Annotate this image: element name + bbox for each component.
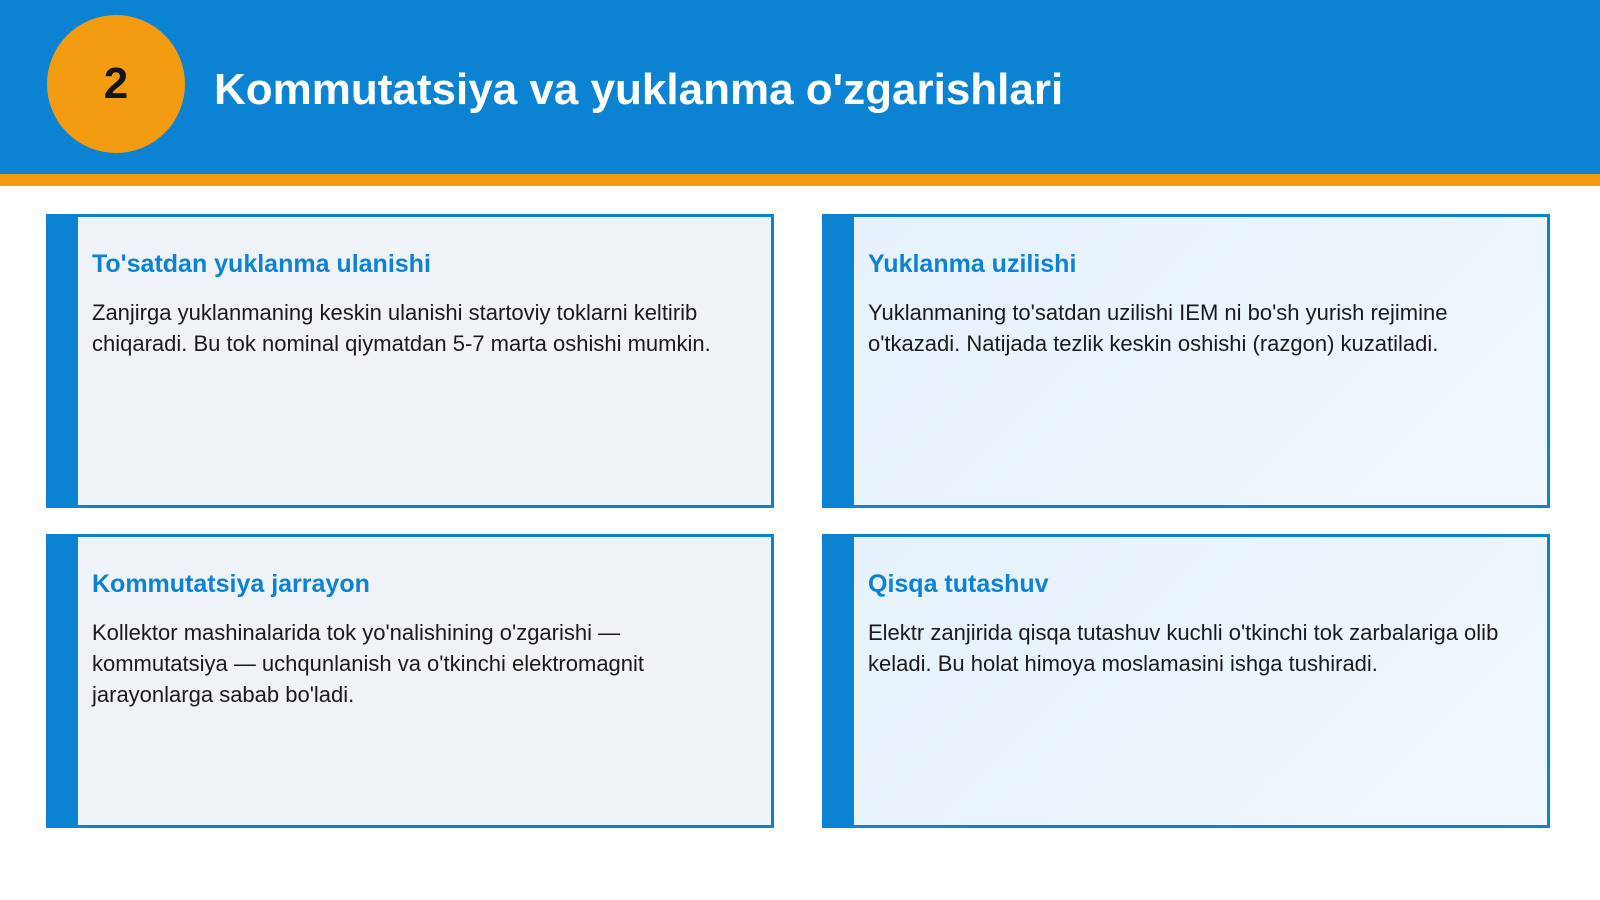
card-title: Qisqa tutashuv [868, 570, 1049, 598]
header-accent-stripe [0, 174, 1600, 186]
card-commutation-process [46, 534, 774, 828]
card-title: To'satdan yuklanma ulanishi [92, 250, 431, 278]
slide-title: Kommutatsiya va yuklanma o'zgarishlari [214, 65, 1064, 114]
card-title: Kommutatsiya jarrayon [92, 570, 370, 598]
card-title: Yuklanma uzilishi [868, 250, 1077, 278]
card-text: Yuklanmaning to'satdan uzilishi IEM ni bo'sh yurish rejimine o'tkazadi. Natijada tezlik keskin oshishi (razgon) kuzatiladi. [868, 300, 1448, 356]
header-banner [0, 0, 1600, 174]
card-text: Zanjirga yuklanmaning keskin ulanishi startoviy toklarni keltirib chiqaradi. Bu tok nominal qiymatdan 5-7 marta oshishi mumkin. [92, 300, 711, 356]
card-load-disconnection [822, 214, 1550, 508]
card-text: Elektr zanjirida qisqa tutashuv kuchli o'tkinchi tok zarbalariga olib keladi. Bu holat himoya moslamasini ishga tushiradi. [868, 620, 1499, 676]
section-number: 2 [103, 59, 129, 108]
section-number-badge [47, 15, 185, 153]
card-sudden-load-connection [46, 214, 774, 508]
card-short-circuit [822, 534, 1550, 828]
card-text: Kollektor mashinalarida tok yo'nalishining o'zgarishi — kommutatsiya — uchqunlanish va o'tkinchi elektromagnit jarayonlarga sabab bo'ladi. [92, 620, 645, 707]
